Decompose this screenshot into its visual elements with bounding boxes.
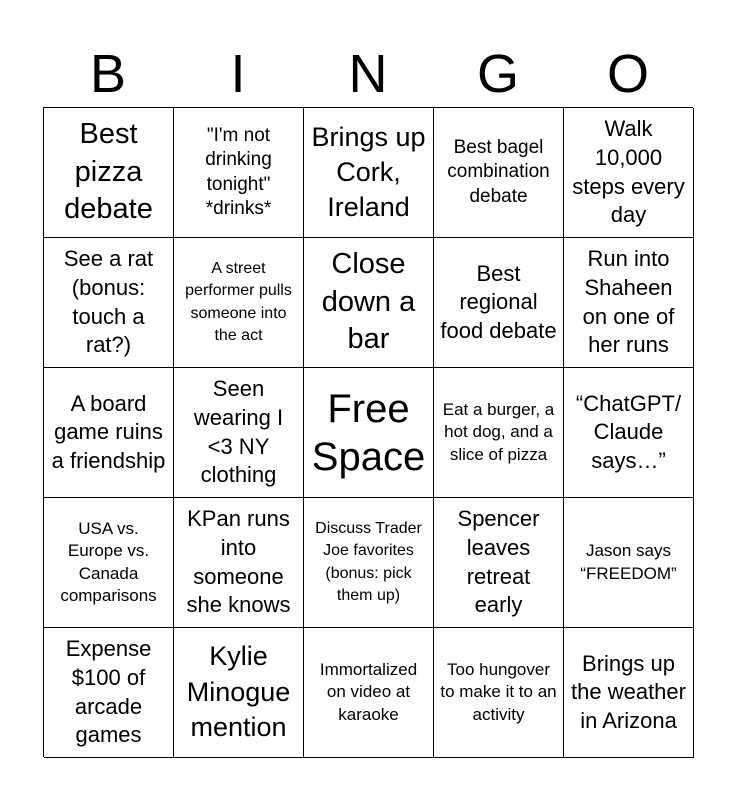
cell-text: Brings up the weather in Arizona	[571, 650, 686, 733]
cell-text: “ChatGPT/ Claude says…”	[575, 390, 682, 473]
bingo-cell-n3[interactable]	[304, 368, 434, 498]
bingo-cell-n5[interactable]	[304, 628, 434, 758]
bingo-cell-o1[interactable]	[564, 108, 694, 238]
free-space: Free Space	[311, 386, 426, 479]
bingo-cell-b4[interactable]	[44, 498, 174, 628]
cell-text: Jason says “FREEDOM”	[580, 541, 677, 583]
cell-text: Walk 10,000 steps every day	[572, 116, 685, 228]
cell-text: Best bagel combination debate	[447, 137, 550, 207]
cell-text: A street performer pulls someone into the act	[185, 259, 292, 344]
header-letter-i: I	[230, 44, 246, 104]
bingo-header	[43, 40, 693, 108]
bingo-cell-b5[interactable]	[44, 628, 174, 758]
cell-text: Discuss Trader Joe favorites (bonus: pick them up)	[315, 519, 422, 604]
header-letter-g: G	[476, 44, 519, 104]
bingo-cell-n4[interactable]	[304, 498, 434, 628]
cell-text: Spencer leaves retreat early	[457, 506, 540, 618]
bingo-cell-i2[interactable]	[174, 238, 304, 368]
cell-text: Best pizza debate	[64, 117, 153, 226]
cell-text: Brings up Cork, Ireland	[311, 121, 426, 223]
header-letter-o: O	[606, 44, 649, 104]
cell-text: USA vs. Europe vs. Canada comparisons	[60, 518, 157, 605]
bingo-cell-i1[interactable]	[174, 108, 304, 238]
bingo-cell-b1[interactable]	[44, 108, 174, 238]
cell-text: Immortalized on video at karaoke	[319, 659, 418, 724]
bingo-cell-i5[interactable]	[174, 628, 304, 758]
bingo-cell-g5[interactable]	[434, 628, 564, 758]
bingo-cell-b3[interactable]	[44, 368, 174, 498]
bingo-cell-g1[interactable]	[434, 108, 564, 238]
cell-text: KPan runs into someone she knows	[186, 506, 291, 618]
bingo-cell-o5[interactable]	[564, 628, 694, 758]
bingo-board	[43, 107, 693, 757]
cell-text: Kylie Minogue mention	[186, 640, 291, 743]
bingo-cell-n2[interactable]	[304, 238, 434, 368]
header-letter-n: N	[348, 44, 388, 104]
cell-text: Expense $100 of arcade games	[65, 636, 152, 748]
header-letter-b: B	[89, 44, 127, 104]
cell-text: Close down a bar	[321, 247, 416, 356]
cell-text: A board game ruins a friendship	[51, 390, 166, 473]
bingo-cell-o4[interactable]	[564, 498, 694, 628]
bingo-cell-o3[interactable]	[564, 368, 694, 498]
bingo-cell-g4[interactable]	[434, 498, 564, 628]
bingo-cell-g3[interactable]	[434, 368, 564, 498]
bingo-cell-b2[interactable]	[44, 238, 174, 368]
bingo-cell-n1[interactable]	[304, 108, 434, 238]
bingo-cell-i3[interactable]	[174, 368, 304, 498]
bingo-cell-g2[interactable]	[434, 238, 564, 368]
cell-text: Run into Shaheen on one of her runs	[582, 246, 675, 358]
cell-text: Too hungover to make it to an activity	[440, 659, 557, 724]
cell-text: See a rat (bonus: touch a rat?)	[63, 246, 154, 358]
bingo-cell-o2[interactable]	[564, 238, 694, 368]
cell-text: "I'm not drinking tonight" *drinks*	[205, 125, 272, 219]
cell-text: Eat a burger, a hot dog, and a slice of pizza	[442, 399, 555, 464]
cell-text: Best regional food debate	[440, 260, 557, 343]
cell-text: Seen wearing I <3 NY clothing	[193, 376, 284, 488]
bingo-cell-i4[interactable]	[174, 498, 304, 628]
